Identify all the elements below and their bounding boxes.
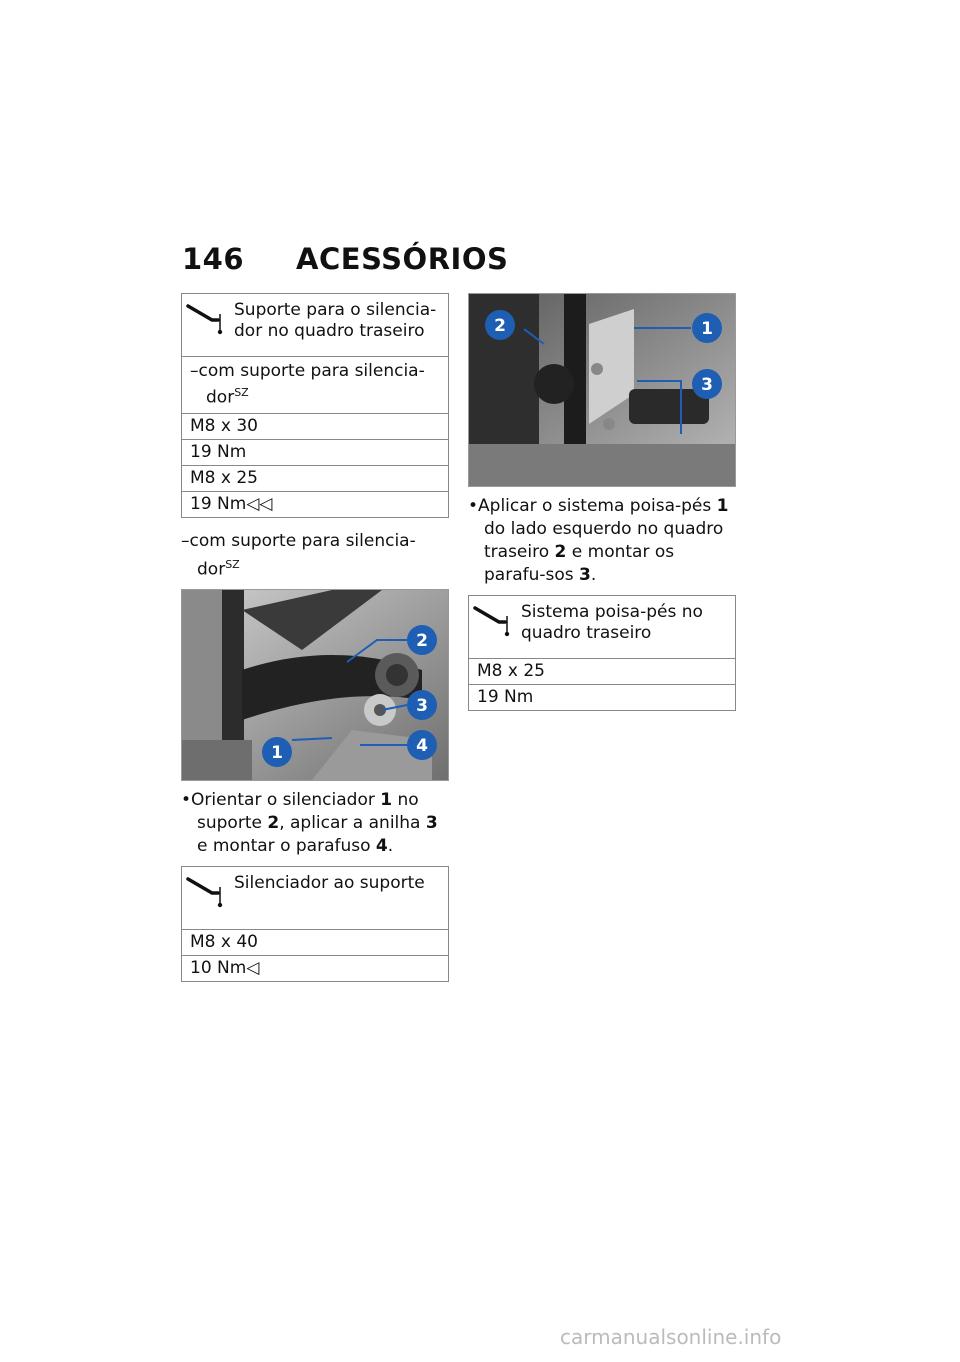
- svg-text:3: 3: [416, 696, 428, 717]
- note-text: –com suporte para silencia-dor: [190, 361, 425, 408]
- svg-text:2: 2: [494, 316, 506, 336]
- torque-row: M8 x 30: [182, 414, 448, 440]
- footer-watermark: carmanualsonline.info: [560, 1325, 782, 1349]
- step-apply-footrest: [468, 495, 736, 587]
- torque-row: 19 Nm: [182, 440, 448, 466]
- step-text: Orientar o silenciador: [191, 790, 381, 811]
- svg-text:1: 1: [271, 743, 283, 764]
- step-text: .: [387, 836, 394, 857]
- svg-text:2: 2: [416, 631, 428, 652]
- condition-text: [181, 530, 449, 582]
- step-text: .: [590, 565, 597, 585]
- torque-row: M8 x 25: [469, 659, 735, 685]
- callout-2: [485, 310, 515, 340]
- ref-number: 3: [579, 565, 591, 585]
- step-text: Aplicar o sistema poisa-pés: [478, 496, 717, 516]
- ref-number: 3: [425, 813, 438, 834]
- callout-1: [692, 313, 722, 343]
- condition-superscript: SZ: [225, 557, 240, 571]
- torque-table-title: Sistema poisa-pés no quadro traseiro: [521, 602, 703, 643]
- ref-number: 2: [267, 813, 280, 834]
- torque-table-title: Suporte para o silencia-dor no quadro traseiro: [234, 300, 437, 341]
- callout-3: [407, 690, 437, 720]
- torque-table-title: Silenciador ao suporte: [234, 873, 425, 894]
- torque-row: 19 Nm: [477, 687, 534, 707]
- ref-number: 4: [375, 836, 388, 857]
- torque-row: 10 Nm◁: [190, 958, 260, 979]
- callout-1: [262, 737, 292, 767]
- callout-3: [692, 369, 722, 399]
- step-text: e montar o parafuso: [197, 836, 376, 857]
- figure-footrest: [468, 293, 736, 487]
- step-text: do lado esquerdo no quadro traseiro: [484, 519, 724, 562]
- ref-number: 1: [380, 790, 393, 811]
- step-text: , aplicar a anilha: [279, 813, 426, 834]
- torque-row: 19 Nm◁◁: [190, 493, 273, 514]
- torque-table-footrest: [468, 595, 736, 711]
- torque-table-silencer: [181, 866, 449, 982]
- step-orient-silencer: [181, 789, 449, 858]
- step-text: e montar os parafu-sos: [484, 542, 675, 585]
- condition-label: –com suporte para silencia-dor: [181, 530, 416, 580]
- torque-row: M8 x 40: [182, 930, 448, 956]
- ref-number: 1: [716, 496, 729, 516]
- note-superscript: SZ: [234, 386, 249, 399]
- torque-table-heading: [182, 294, 448, 357]
- svg-text:3: 3: [701, 375, 713, 395]
- callout-4: [407, 730, 437, 760]
- page-header: [182, 242, 508, 276]
- torque-table-heading: [469, 596, 735, 659]
- torque-wrench-icon: [186, 300, 234, 352]
- page-title: ACESSÓRIOS: [296, 242, 509, 276]
- torque-wrench-icon: [186, 873, 234, 925]
- svg-text:4: 4: [416, 736, 428, 757]
- callout-2: [407, 625, 437, 655]
- left-column: [181, 293, 449, 982]
- bullet: •: [468, 496, 479, 516]
- torque-row: M8 x 25: [182, 466, 448, 492]
- right-column: [468, 293, 736, 711]
- torque-table-heading: [182, 867, 448, 930]
- figure-silencer-bracket: [181, 589, 449, 781]
- ref-number: 2: [554, 542, 567, 562]
- step-text: no suporte: [197, 790, 419, 834]
- svg-text:1: 1: [701, 319, 713, 339]
- torque-table-note: [182, 357, 448, 414]
- torque-table-silencer-bracket: [181, 293, 449, 518]
- torque-wrench-icon: [473, 602, 521, 654]
- bullet: •: [181, 790, 192, 811]
- page-number: 146: [182, 242, 245, 276]
